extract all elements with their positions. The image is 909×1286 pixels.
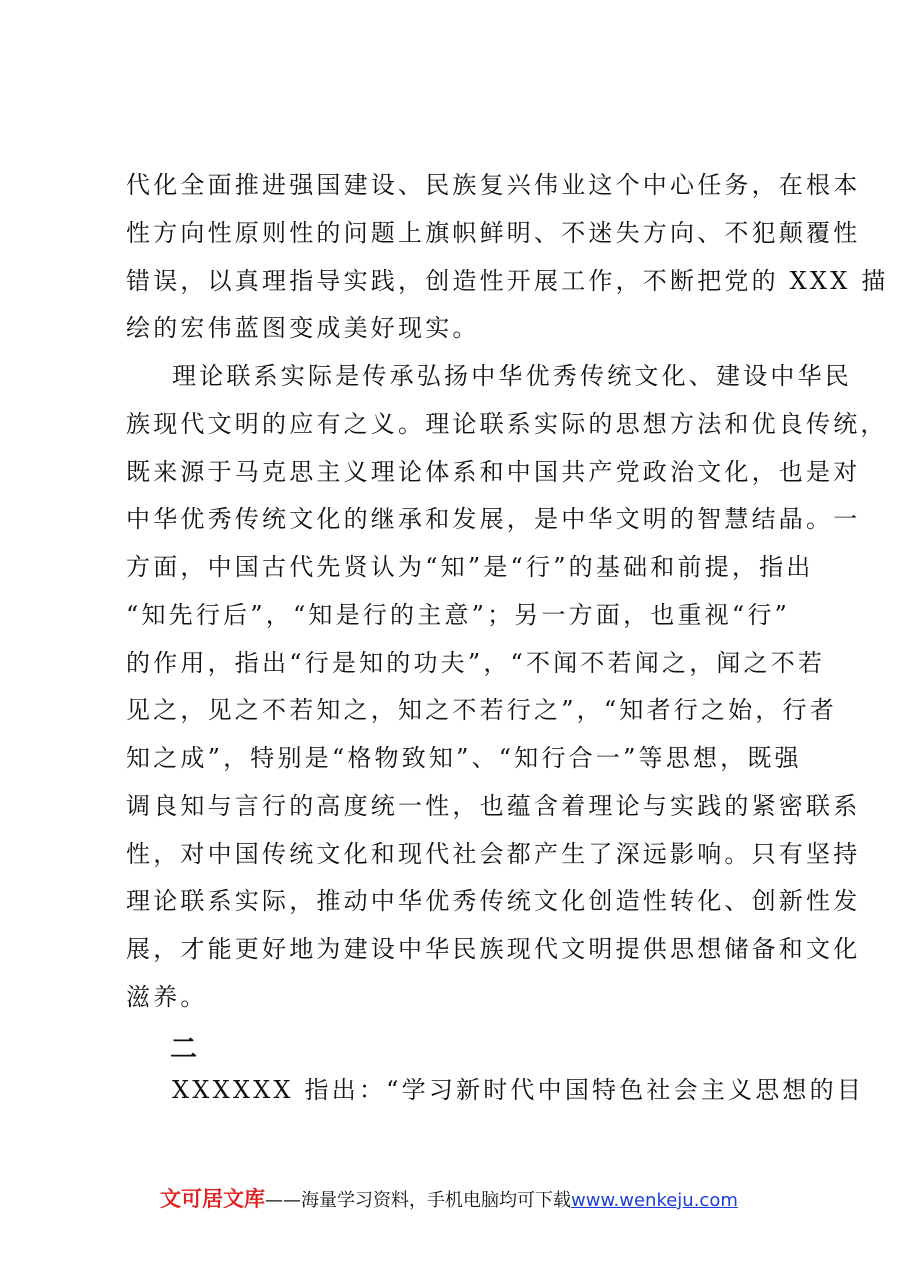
- body-text-line: 理论联系实际，推动中华优秀传统文化创造性转化、创新性发: [126, 887, 861, 915]
- body-text-line: 方面，中国古代先贤认为“知”是“行”的基础和前提，指出: [126, 553, 814, 581]
- body-text-line: 理论联系实际是传承弘扬中华优秀传统文化、建设中华民: [172, 362, 852, 390]
- body-text-line: 族现代文明的应有之义。理论联系实际的思想方法和优良传统，: [126, 410, 888, 438]
- body-text-line: 绘的宏伟蓝图变成美好现实。: [126, 314, 480, 342]
- body-text-line: 代化全面推进强国建设、民族复兴伟业这个中心任务，在根本: [126, 171, 861, 199]
- body-text-line: 见之，见之不若知之，知之不若行之”，“知者行之始，行者: [126, 696, 837, 724]
- body-text-line: 既来源于马克思主义理论体系和中国共产党政治文化，也是对: [126, 458, 861, 486]
- body-text-line: 知之成”，特别是“格物致知”、“知行合一”等思想，既强: [126, 744, 802, 772]
- body-text-line: XXXXXX 指出：“学习新时代中国特色社会主义思想的目: [172, 1076, 865, 1104]
- footer-url-link[interactable]: www.wenkeju.com: [571, 1190, 738, 1211]
- body-text-line: 性方向性原则性的问题上旗帜鲜明、不迷失方向、不犯颠覆性: [126, 219, 861, 247]
- footer-brand: 文可居文库: [160, 1187, 265, 1211]
- body-text-line: 错误，以真理指导实践，创造性开展工作，不断把党的 XXX 描: [126, 267, 889, 295]
- body-text-line: “知先行后”，“知是行的主意”；另一方面，也重视“行”: [126, 601, 791, 629]
- footer-watermark: [160, 1183, 738, 1213]
- body-text-line: 滋养。: [126, 983, 208, 1011]
- section-heading: 二: [170, 1034, 199, 1065]
- footer-slogan: ——海量学习资料，手机电脑均可下载: [265, 1190, 571, 1211]
- body-text-line: 展，才能更好地为建设中华民族现代文明提供思想储备和文化: [126, 935, 861, 963]
- body-text-line: 性，对中国传统文化和现代社会都产生了深远影响。只有坚持: [126, 840, 861, 868]
- body-text-line: 的作用，指出“行是知的功夫”，“不闻不若闻之，闻之不若: [126, 649, 826, 677]
- body-text-line: 调良知与言行的高度统一性，也蕴含着理论与实践的紧密联系: [126, 792, 861, 820]
- body-text-line: 中华优秀传统文化的继承和发展，是中华文明的智慧结晶。一: [126, 505, 861, 533]
